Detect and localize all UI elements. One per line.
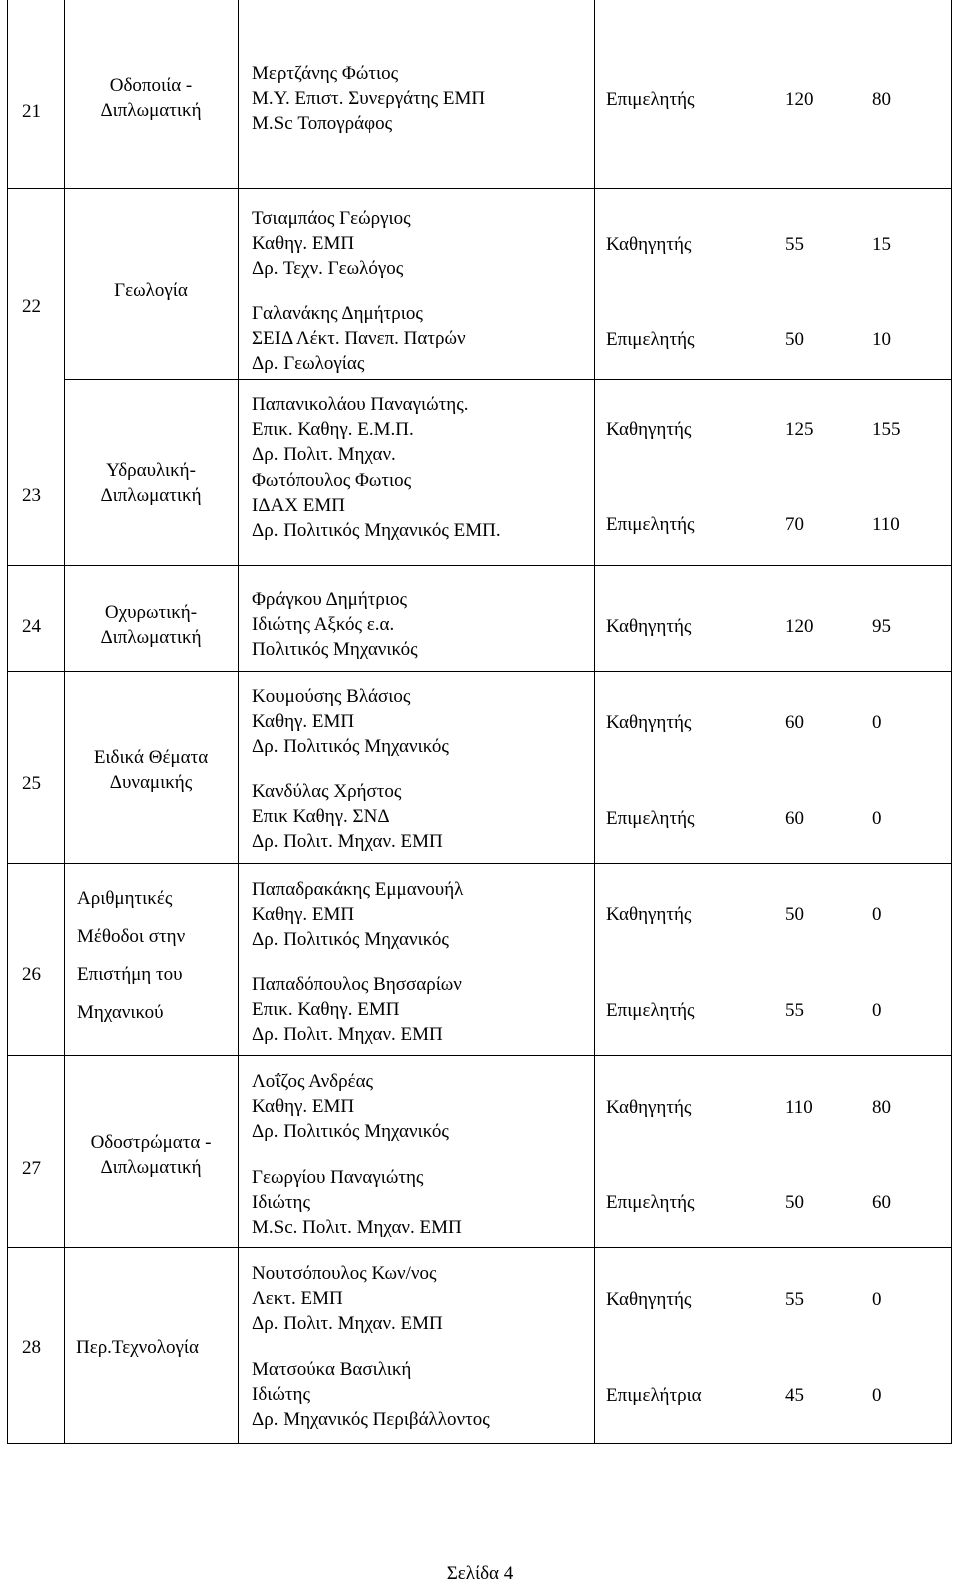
subject-cell <box>64 458 238 508</box>
role-label: Επιμελητής <box>606 89 695 110</box>
row-divider <box>7 188 952 189</box>
instructor-line: Επικ Καθηγ. ΣΝΔ <box>252 806 390 827</box>
count-value: 95 <box>872 616 891 637</box>
instructor-line: Δρ. Πολιτικός Μηχανικός ΕΜΠ. <box>252 520 501 541</box>
instructor-line: Κανδύλας Χρήστος <box>252 781 402 802</box>
hours-value: 55 <box>785 234 804 255</box>
hours-value: 120 <box>785 89 814 110</box>
table-border-left <box>7 0 8 1443</box>
instructor-line: Παπαδόπουλος Βησσαρίων <box>252 974 462 995</box>
subject-line: Διπλωματική <box>100 485 202 506</box>
count-value: 15 <box>872 234 891 255</box>
count-value: 60 <box>872 1192 891 1213</box>
subject-cell <box>76 1335 199 1360</box>
row-number: 28 <box>22 1337 41 1358</box>
hours-value: 60 <box>785 712 804 733</box>
row-number: 21 <box>22 101 41 122</box>
count-value: 0 <box>872 1000 882 1021</box>
role-label: Επιμελητής <box>606 514 695 535</box>
role-label: Καθηγητής <box>606 1097 692 1118</box>
page-number: Σελίδα 4 <box>446 1563 514 1584</box>
row-number: 26 <box>22 964 41 985</box>
instructor-line: Γαλανάκης Δημήτριος <box>252 303 423 324</box>
subject-line: Διπλωματική <box>100 627 202 648</box>
instructor-line: Παπαδρακάκης Εμμανουήλ <box>252 879 464 900</box>
count-value: 0 <box>872 808 882 829</box>
instructor-line: Τσιαμπάος Γεώργιος <box>252 208 411 229</box>
subject-line: Γεωλογία <box>114 280 188 301</box>
instructor-cell <box>252 587 418 662</box>
subject-cell <box>64 73 238 123</box>
subject-line: Ειδικά Θέματα <box>93 747 209 768</box>
count-value: 0 <box>872 904 882 925</box>
instructor-line: Νουτσόπουλος Κων/νος <box>252 1263 437 1284</box>
instructor-line: Καθηγ. ΕΜΠ <box>252 233 355 254</box>
instructor-line: M.Sc Τοπογράφος <box>252 113 393 134</box>
role-label: Καθηγητής <box>606 419 692 440</box>
instructor-cell <box>252 301 466 376</box>
instructor-line: Ματσούκα Βασιλική <box>252 1359 412 1380</box>
table-border-bottom <box>7 1443 952 1444</box>
instructor-line: Λεκτ. ΕΜΠ <box>252 1288 343 1309</box>
row-number: 24 <box>22 616 41 637</box>
row-divider <box>64 379 952 380</box>
instructor-line: Δρ. Πολιτικός Μηχανικός <box>252 736 449 757</box>
role-label: Καθηγητής <box>606 1289 692 1310</box>
role-label: Επιμελητής <box>606 329 695 350</box>
column-divider <box>594 0 595 1443</box>
count-value: 10 <box>872 329 891 350</box>
instructor-line: Επικ. Καθηγ. ΕΜΠ <box>252 999 400 1020</box>
subject-line: Αριθμητικές <box>77 888 173 909</box>
subject-line: Περ.Τεχνολογία <box>76 1337 199 1358</box>
instructor-line: Δρ. Πολιτ. Μηχαν. ΕΜΠ <box>252 1024 443 1045</box>
instructor-cell <box>252 61 485 136</box>
instructor-line: Λοΐζος Ανδρέας <box>252 1071 374 1092</box>
instructor-line: Φράγκου Δημήτριος <box>252 589 408 610</box>
row-divider <box>7 863 952 864</box>
subject-line: Οχυρωτική- <box>104 602 198 623</box>
subject-line: Διπλωματική <box>100 100 202 121</box>
hours-value: 125 <box>785 419 814 440</box>
instructor-cell <box>252 1069 449 1144</box>
subject-line: Μέθοδοι στην <box>77 926 186 947</box>
instructor-line: Παπανικολάου Παναγιώτης. <box>252 394 469 415</box>
hours-value: 50 <box>785 1192 804 1213</box>
instructor-cell <box>252 1261 443 1336</box>
row-number: 23 <box>22 485 41 506</box>
instructor-line: Δρ. Πολιτικός Μηχανικός <box>252 1121 449 1142</box>
instructor-line: Ιδιώτης <box>252 1192 310 1213</box>
count-value: 0 <box>872 1385 882 1406</box>
instructor-line: Καθηγ. ΕΜΠ <box>252 1096 355 1117</box>
instructor-line: Κουμούσης Βλάσιος <box>252 686 411 707</box>
role-label: Καθηγητής <box>606 234 692 255</box>
row-number: 25 <box>22 773 41 794</box>
hours-value: 55 <box>785 1000 804 1021</box>
instructor-line: Πολιτικός Μηχανικός <box>252 639 418 660</box>
hours-value: 70 <box>785 514 804 535</box>
subject-cell <box>77 880 185 1032</box>
instructor-cell <box>252 392 469 467</box>
instructor-line: ΙΔΑΧ ΕΜΠ <box>252 495 345 516</box>
instructor-cell <box>252 972 462 1047</box>
instructor-cell <box>252 684 449 759</box>
instructor-cell <box>252 468 501 543</box>
instructor-line: Δρ. Γεωλογίας <box>252 353 365 374</box>
count-value: 0 <box>872 1289 882 1310</box>
hours-value: 50 <box>785 904 804 925</box>
count-value: 80 <box>872 1097 891 1118</box>
instructor-cell <box>252 877 463 952</box>
row-divider <box>7 671 952 672</box>
instructor-line: Δρ. Μηχανικός Περιβάλλοντος <box>252 1409 490 1430</box>
subject-line: Δυναμικής <box>109 772 193 793</box>
subject-line: Μηχανικού <box>77 1002 164 1023</box>
subject-cell <box>64 1130 238 1180</box>
hours-value: 60 <box>785 808 804 829</box>
instructor-line: ΣΕΙΔ Λέκτ. Πανεπ. Πατρών <box>252 328 466 349</box>
column-divider <box>238 0 239 1443</box>
role-label: Επιμελητής <box>606 1000 695 1021</box>
count-value: 0 <box>872 712 882 733</box>
row-number: 22 <box>22 296 41 317</box>
count-value: 80 <box>872 89 891 110</box>
row-number: 27 <box>22 1158 41 1179</box>
instructor-line: Μ.Υ. Επιστ. Συνεργάτης ΕΜΠ <box>252 88 486 109</box>
subject-line: Οδοστρώματα - <box>90 1132 212 1153</box>
hours-value: 55 <box>785 1289 804 1310</box>
hours-value: 120 <box>785 616 814 637</box>
row-divider <box>7 1247 952 1248</box>
subject-cell <box>64 745 238 795</box>
instructor-line: Καθηγ. ΕΜΠ <box>252 904 355 925</box>
role-label: Επιμελητής <box>606 1192 695 1213</box>
instructor-line: Δρ. Πολιτ. Μηχαν. <box>252 444 396 465</box>
table-border-right <box>951 0 952 1443</box>
role-label: Καθηγητής <box>606 904 692 925</box>
role-label: Καθηγητής <box>606 616 692 637</box>
instructor-line: Φωτόπουλος Φωτιος <box>252 470 412 491</box>
instructor-line: M.Sc. Πολιτ. Μηχαν. ΕΜΠ <box>252 1217 462 1238</box>
instructor-cell <box>252 206 411 281</box>
subject-line: Επιστήμη του <box>77 964 183 985</box>
instructor-cell <box>252 1165 462 1240</box>
column-divider <box>64 0 65 1443</box>
instructor-line: Δρ. Πολιτ. Μηχαν. ΕΜΠ <box>252 1313 443 1334</box>
subject-cell <box>64 600 238 650</box>
instructor-line: Μερτζάνης Φώτιος <box>252 63 399 84</box>
role-label: Επιμελητής <box>606 808 695 829</box>
role-label: Καθηγητής <box>606 712 692 733</box>
instructor-line: Δρ. Πολιτικός Μηχανικός <box>252 929 449 950</box>
instructor-cell <box>252 1357 490 1432</box>
instructor-line: Ιδιώτης Αξκός ε.α. <box>252 614 395 635</box>
count-value: 110 <box>872 514 900 535</box>
instructor-cell <box>252 779 443 854</box>
hours-value: 50 <box>785 329 804 350</box>
hours-value: 45 <box>785 1385 804 1406</box>
row-divider <box>7 565 952 566</box>
instructor-line: Γεωργίου Παναγιώτης <box>252 1167 424 1188</box>
row-divider <box>7 1055 952 1056</box>
instructor-line: Ιδιώτης <box>252 1384 310 1405</box>
instructor-line: Δρ. Πολιτ. Μηχαν. ΕΜΠ <box>252 831 443 852</box>
count-value: 155 <box>872 419 901 440</box>
subject-line: Οδοποιία - <box>109 75 193 96</box>
instructor-line: Καθηγ. ΕΜΠ <box>252 711 355 732</box>
instructor-line: Δρ. Τεχν. Γεωλόγος <box>252 258 404 279</box>
subject-cell <box>64 278 238 303</box>
hours-value: 110 <box>785 1097 813 1118</box>
instructor-line: Επικ. Καθηγ. Ε.Μ.Π. <box>252 419 414 440</box>
role-label: Επιμελήτρια <box>606 1385 702 1406</box>
subject-line: Υδραυλική- <box>106 460 196 481</box>
subject-line: Διπλωματική <box>100 1157 202 1178</box>
